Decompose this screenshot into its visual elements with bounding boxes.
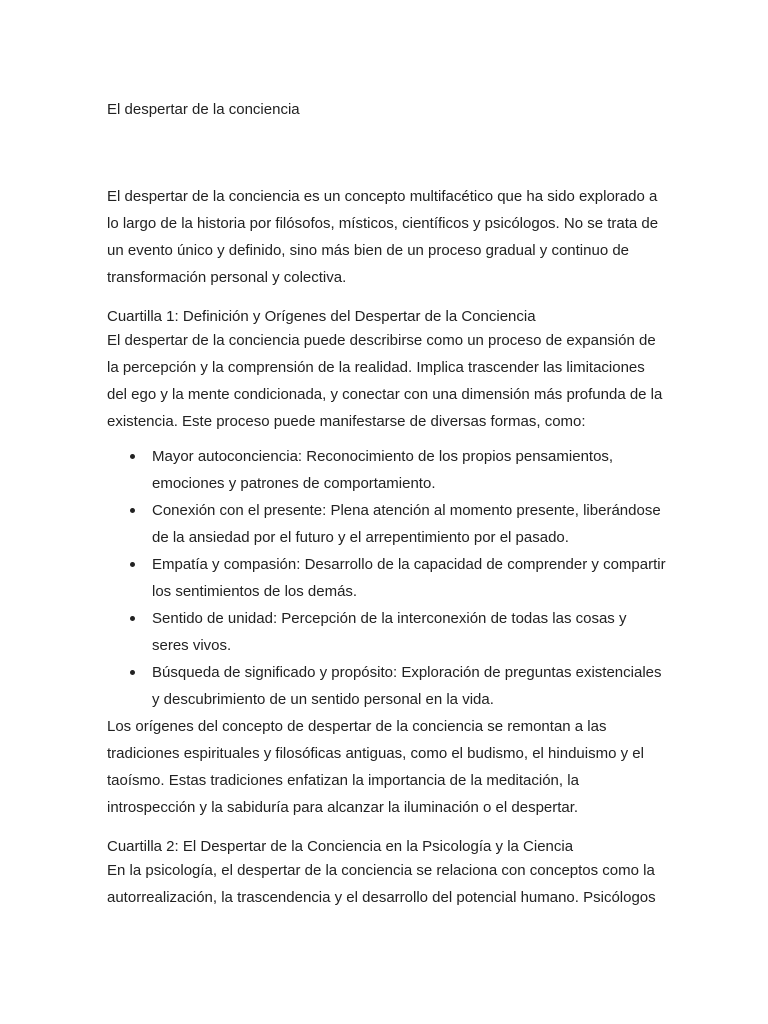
section-2-paragraph: En la psicología, el despertar de la conciencia se relaciona con conceptos como la autorrealización, la trascendencia y el desarrollo del potencial humano. Psicólogos: [107, 862, 656, 906]
list-item: [152, 659, 667, 713]
list-item-text: Mayor autoconciencia: Reconocimiento de los propios pensamientos, emociones y patrones de comportamiento.: [152, 448, 614, 492]
bullet-icon: [130, 454, 135, 459]
section-2-heading: Cuartilla 2: El Despertar de la Conciencia en la Psicología y la Ciencia: [107, 838, 574, 855]
list-item-text: Conexión con el presente: Plena atención al momento presente, liberándose de la ansiedad por el futuro y el arrepentimiento por el pasado.: [152, 502, 661, 546]
document-title: El despertar de la conciencia: [107, 101, 300, 118]
bullet-icon: [130, 616, 135, 621]
document-page: [107, 97, 667, 911]
list-item-text: Sentido de unidad: Percepción de la interconexión de todas las cosas y seres vivos.: [152, 610, 627, 654]
bullet-icon: [130, 508, 135, 513]
bullet-icon: [130, 670, 135, 675]
section-1-heading: Cuartilla 1: Definición y Orígenes del Despertar de la Conciencia: [107, 308, 536, 325]
bullet-list: [107, 443, 667, 713]
bullet-icon: [130, 562, 135, 567]
section-1-closing-paragraph: Los orígenes del concepto de despertar de la conciencia se remontan a las tradiciones espirituales y filosóficas antiguas, como el budismo, el hinduismo y el taoísmo. Estas tradiciones enfatizan la importancia de la meditación, la introspección y la sabiduría para alcanzar la iluminación o el despertar.: [107, 718, 644, 816]
list-item-text: Empatía y compasión: Desarrollo de la capacidad de comprender y compartir los sentimientos de los demás.: [152, 556, 666, 600]
list-item: [152, 605, 667, 659]
list-item-text: Búsqueda de significado y propósito: Exploración de preguntas existenciales y descubrimiento de un sentido personal en la vida.: [152, 664, 662, 708]
list-item: [152, 497, 667, 551]
section-1: [107, 307, 667, 821]
intro-paragraph: El despertar de la conciencia es un concepto multifacético que ha sido explorado a lo largo de la historia por filósofos, místicos, científicos y psicólogos. No se trata de un evento único y definido, sino más bien de un proceso gradual y continuo de transformación personal y colectiva.: [107, 188, 659, 286]
section-2: [107, 837, 667, 911]
section-1-paragraph: El despertar de la conciencia puede describirse como un proceso de expansión de la percepción y la comprensión de la realidad. Implica trascender las limitaciones del ego y la mente condicionada, y conectar con una dimensión más profunda de la existencia. Este proceso puede manifestarse de diversas formas, como:: [107, 332, 663, 430]
list-item: [152, 443, 667, 497]
list-item: [152, 551, 667, 605]
